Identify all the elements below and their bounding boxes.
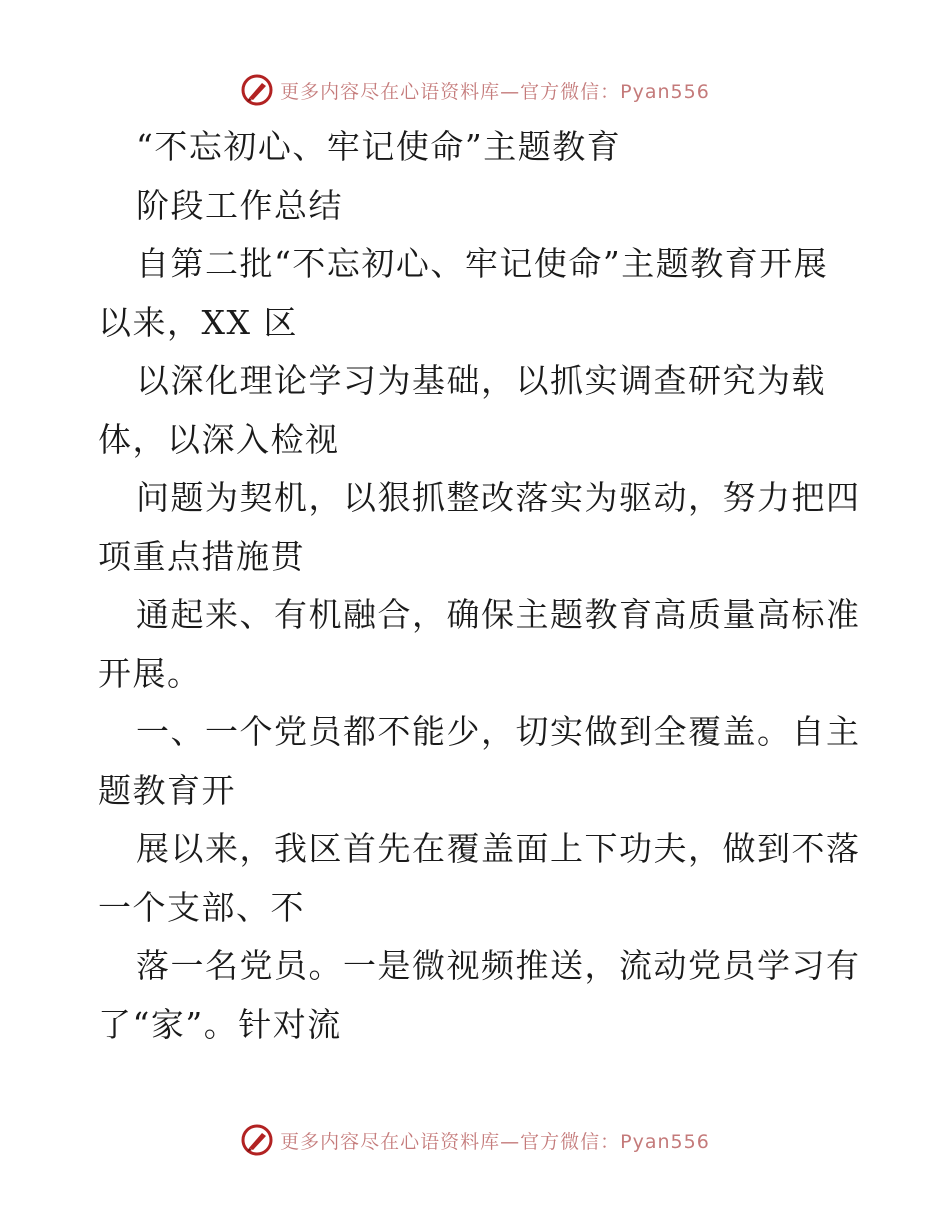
- paragraph-line: 体，以深入检视: [98, 419, 340, 459]
- paragraph-line: 展以来，我区首先在覆盖面上下功夫，做到不落: [136, 829, 861, 868]
- header-watermark: [0, 70, 950, 110]
- paragraph-line: 一个支部、不: [98, 887, 305, 927]
- document-title-line-2: 阶段工作总结: [136, 185, 343, 225]
- paragraph-line: 以来，XX 区: [98, 302, 298, 342]
- pen-in-circle-logo-icon: [240, 73, 274, 107]
- paragraph-line: 题教育开: [98, 770, 236, 810]
- paragraph-line: 开展。: [98, 653, 202, 693]
- paragraph-line: 项重点措施贯: [98, 536, 305, 576]
- paragraph-line: 自第二批“不忘初心、牢记使命”主题教育开展: [136, 244, 829, 283]
- paragraph-line: 以深化理论学习为基础，以抓实调查研究为载: [136, 361, 826, 400]
- document-title-line-1: “不忘初心、牢记使命”主题教育: [136, 127, 622, 166]
- document-body: [98, 118, 861, 1054]
- watermark-text: 更多内容尽在心语资料库—官方微信：Pyan556: [280, 1130, 710, 1153]
- pen-in-circle-logo-icon: [240, 1123, 274, 1157]
- paragraph-line: 问题为契机，以狠抓整改落实为驱动，努力把四: [136, 478, 861, 517]
- paragraph-line: 通起来、有机融合，确保主题教育高质量高标准: [136, 595, 861, 634]
- paragraph-line: 了“家”。针对流: [98, 1004, 342, 1044]
- footer-watermark: [0, 1120, 950, 1160]
- watermark-text: 更多内容尽在心语资料库—官方微信：Pyan556: [280, 80, 710, 103]
- paragraph-line: 落一名党员。一是微视频推送，流动党员学习有: [136, 946, 861, 985]
- section-heading-line: 一、一个党员都不能少，切实做到全覆盖。自主: [136, 712, 861, 751]
